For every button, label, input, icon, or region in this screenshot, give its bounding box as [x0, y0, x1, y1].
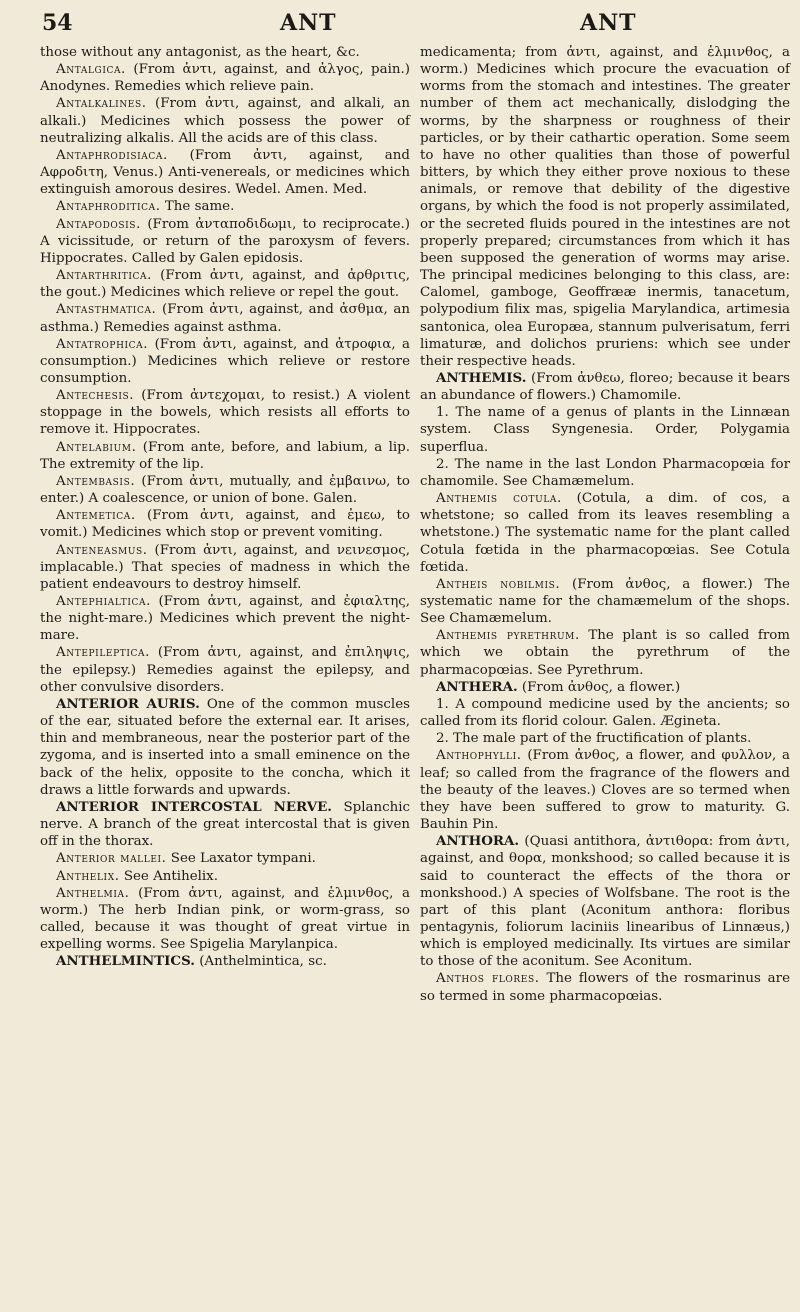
entry-text: (From ἀντι, against, and ἑλμινθος, a worm.) The herb Indian pink, or worm-grass, so called, because it was thought of great virtue in expelling worms. See Spigelia Marylanpica.: [40, 885, 410, 953]
entry-headword: Antemetica.: [56, 508, 136, 524]
entry-text: (From ἀντι, against, and νεινεσμος, implacable.) That species of madness in which the patient endeavours to destroy himself.: [40, 542, 410, 592]
entry-text: One of the common muscles of the ear, situated before the external ear. It arises, thin and membraneous, near the posterior part of the zygoma, and is inserted into a small eminence on the back of the helix, opposite to the concha, which it draws a little forwards and upwards.: [40, 696, 411, 798]
entry-text: medicamenta; from ἀντι, against, and ἑλμινθος, a worm.) Medicines which procure the evacuation of worms from the stomach and intestines. The greater number of them act mechanically, dislodging the worms, by the sharpness or roughness of their particles, or by their cathartic operation. Some seem to have no other qualities than those of powerful bitters, by which they either prove noxious to these animals, or remove that debility of the digestive organs, by which the food is not properly assimilated, or the secreted fluids poured in the intestines are not properly prepared; circumstances from which it has been supposed the generation of worms may arise. The principal medicines belonging to this class, are: Calomel, gamboge, Geoffrææ inermis, tanacetum, polypodium filix mas, spigelia Marylandica, artimesia santonica, olea Europæa, stannum pulverisatum, ferri limaturæ, and dolichos pruriens: which see under their respective heads.: [420, 45, 790, 369]
dictionary-entry: [420, 696, 790, 730]
dictionary-entry: [40, 301, 410, 335]
entry-text: (From ἀντι, against, and ἀλγος, pain.) Anodynes. Remedies which relieve pain.: [40, 62, 410, 95]
entry-text: (From ἀντι, against, and ἀσθμα, an asthma.) Remedies against asthma.: [40, 302, 410, 335]
entry-headword: Anthemis cotula.: [436, 491, 562, 507]
entry-headword: ANTHERA.: [436, 678, 518, 695]
dictionary-entry: [40, 61, 410, 95]
entry-text: (From ἀνταποδιδωμι, to reciprocate.) A vicissitude, or return of the paroxysm of fevers. Hippocrates. Called by Galen epidosis.: [40, 216, 410, 266]
dictionary-entry: [420, 627, 790, 678]
entry-text: 1. The name of a genus of plants in the Linnæan system. Class Syngenesia. Order, Polygamia superflua.: [420, 405, 790, 455]
dictionary-entry: [40, 95, 410, 146]
dictionary-entry: [420, 576, 790, 627]
entry-text: (From ἀντι, against, and ἀρθριτις, the gout.) Medicines which relieve or repel the gout.: [40, 268, 410, 301]
entry-text: (Anthelmintica, sc.: [199, 954, 327, 970]
entry-headword: Anthophylli.: [436, 748, 522, 764]
dictionary-entry: [40, 644, 410, 695]
entry-headword: Anterior mallei.: [56, 851, 167, 867]
dictionary-entry: [40, 696, 410, 799]
dictionary-entry: [420, 679, 790, 696]
dictionary-entry: [40, 216, 410, 267]
entry-text: 2. The name in the last London Pharmacopœia for chamomile. See Chamæmelum.: [420, 456, 790, 489]
entry-headword: Antembasis.: [56, 473, 136, 489]
entry-text: (From ἀνθος, a flower.) The systematic name for the chamæmelum of the shops. See Chamæmelum.: [420, 576, 790, 627]
dictionary-entry: [40, 198, 410, 215]
running-head-right: ANT: [580, 10, 637, 36]
page-number: 54: [42, 10, 73, 36]
entry-headword: Antasthmatica.: [56, 302, 157, 318]
entry-headword: ANTHELMINTICS.: [56, 953, 195, 970]
dictionary-entry: [420, 370, 790, 404]
entry-headword: Antaphroditica.: [56, 199, 161, 215]
entry-headword: Antaphrodisiaca.: [56, 147, 168, 163]
entry-text: (From ante, before, and labium, a lip. The extremity of the lip.: [40, 439, 410, 472]
dictionary-entry: [40, 953, 410, 970]
dictionary-entry: [40, 507, 410, 541]
entry-headword: ANTHEMIS.: [436, 369, 527, 386]
entry-headword: Antelabium.: [56, 439, 137, 455]
entry-text: (Quasi antithora, ἀντιθορα: from ἀντι, against, and θορα, monkshood; so called because it is said to counteract the effects of the thora or monkshood.) A species of Wolfsbane. The root is the part of this plant (Aconitum anthora: floribus pentagynis, foliorum laciniis linearibus of Linnæus,) which is employed medicinally. Its virtues are similar to those of the aconitum. See Aconitum.: [420, 834, 791, 970]
entry-text: The plant is so called from which we obtain the pyrethrum of the pharmacopœias. See Pyrethrum.: [420, 628, 790, 678]
entry-headword: Antephialtica.: [56, 594, 151, 609]
entry-headword: Antarthritica.: [56, 268, 152, 284]
dictionary-entry: [420, 404, 790, 455]
dictionary-entry: [40, 473, 410, 507]
left-column: [40, 44, 410, 970]
entry-text: (From ἀντι, against, and ἐμεω, to vomit.) Medicines which stop or prevent vomiting.: [40, 508, 410, 541]
dictionary-entry: [420, 490, 790, 576]
entry-headword: Anthos flores.: [436, 971, 540, 987]
entry-text: 1. A compound medicine used by the ancients; so called from its florid colour. Galen. Ægineta.: [420, 696, 790, 730]
entry-text: (From ἀντι, against, and alkali, an alkali.) Medicines which possess the power of neutralizing alkalis. All the acids are of this class.: [40, 96, 410, 146]
entry-headword: ANTERIOR INTERCOSTAL NERVE.: [56, 798, 332, 815]
entry-text: See Laxator tympani.: [170, 851, 316, 867]
dictionary-entry: [420, 456, 790, 490]
entry-headword: Anthelmia.: [56, 885, 130, 901]
entry-headword: Anteneasmus.: [56, 542, 148, 558]
dictionary-entry: [420, 730, 790, 747]
dictionary-entry: [40, 44, 410, 61]
dictionary-entry: [40, 868, 410, 885]
entry-text: (From ἀντι, against, and ἀτροφια, a consumption.) Medicines which relieve or restore consumption.: [40, 336, 410, 386]
entry-text: 2. The male part of the fructification of plants.: [436, 731, 752, 747]
entry-text: (From ἀντι, against, and ἐπιληψις, the epilepsy.) Remedies against the epilepsy, and other convulsive disorders.: [40, 645, 410, 695]
entry-text: (From ἀνθος, a flower, and φυλλον, a leaf; so called from the fragrance of the flowers and the beauty of the leaves.) Cloves are so termed when they have been suffered to grow to maturity. G. Bauhin Pin.: [420, 748, 790, 833]
entry-text: (Cotula, a dim. of cos, a whetstone; so called from its leaves resembling a whetstone.) The systematic name for the plant called Cotula fœtida in the pharmacopœias. See Cotula fœtida.: [420, 491, 790, 575]
entry-headword: Antechesis.: [56, 388, 135, 404]
dictionary-entry: [40, 885, 410, 954]
dictionary-entry: [40, 850, 410, 867]
dictionary-entry: [40, 593, 410, 644]
entry-text: (From ἀνθεω, floreo; because it bears an abundance of flowers.) Chamomile.: [420, 370, 790, 404]
dictionary-entry: [40, 799, 410, 850]
entry-headword: Antapodosis.: [56, 216, 141, 232]
entry-headword: Antalgica.: [56, 62, 126, 78]
entry-headword: Antalkalines.: [56, 96, 147, 112]
entry-text: The same.: [164, 199, 235, 215]
dictionary-entry: [420, 970, 790, 1004]
dictionary-entry: [40, 147, 410, 198]
entry-text: Splanchic nerve. A branch of the great intercostal that is given off in the thorax.: [40, 799, 411, 850]
entry-text: (From ἀντεχομαι, to resist.) A violent stoppage in the bowels, which resists all efforts to remove it. Hippocrates.: [40, 388, 410, 438]
entry-headword: Antatrophica.: [56, 336, 149, 352]
entry-text: (From ἀνθος, a flower.): [521, 679, 681, 695]
entry-text: those without any antagonist, as the heart, &c.: [40, 45, 360, 60]
dictionary-entry: [420, 44, 790, 370]
entry-text: The flowers of the rosmarinus are so termed in some pharmacopœias.: [420, 971, 790, 1004]
entry-text: See Antihelix.: [123, 868, 218, 884]
entry-headword: Antheis nobilmis.: [436, 576, 561, 592]
entry-text: (From ἀντι, against, and ἐφιαλτης, the night-mare.) Medicines which prevent the night-mare.: [40, 594, 410, 644]
dictionary-entry: [40, 336, 410, 387]
entry-headword: ANTERIOR AURIS.: [56, 695, 200, 712]
right-column: [420, 44, 790, 1005]
entry-text: (From ἀντι, against, and Αφροδιτη, Venus.) Anti-venereals, or medicines which extinguish amorous desires. Wedel. Amen. Med.: [40, 147, 410, 198]
entry-text: (From ἀντι, mutually, and ἐμβαινω, to enter.) A coalescence, or union of bone. Galen.: [40, 473, 410, 507]
dictionary-entry: [40, 439, 410, 473]
dictionary-entry: [420, 833, 790, 970]
page-header: [40, 6, 760, 42]
entry-headword: ANTHORA.: [436, 833, 520, 850]
entry-headword: Anthelix.: [56, 868, 120, 884]
dictionary-entry: [420, 747, 790, 833]
entry-headword: Anthemis pyrethrum.: [436, 628, 580, 644]
dictionary-entry: [40, 267, 410, 301]
dictionary-entry: [40, 387, 410, 438]
entry-headword: Antepileptica.: [56, 645, 150, 661]
running-head-left: ANT: [280, 10, 337, 36]
dictionary-entry: [40, 542, 410, 593]
